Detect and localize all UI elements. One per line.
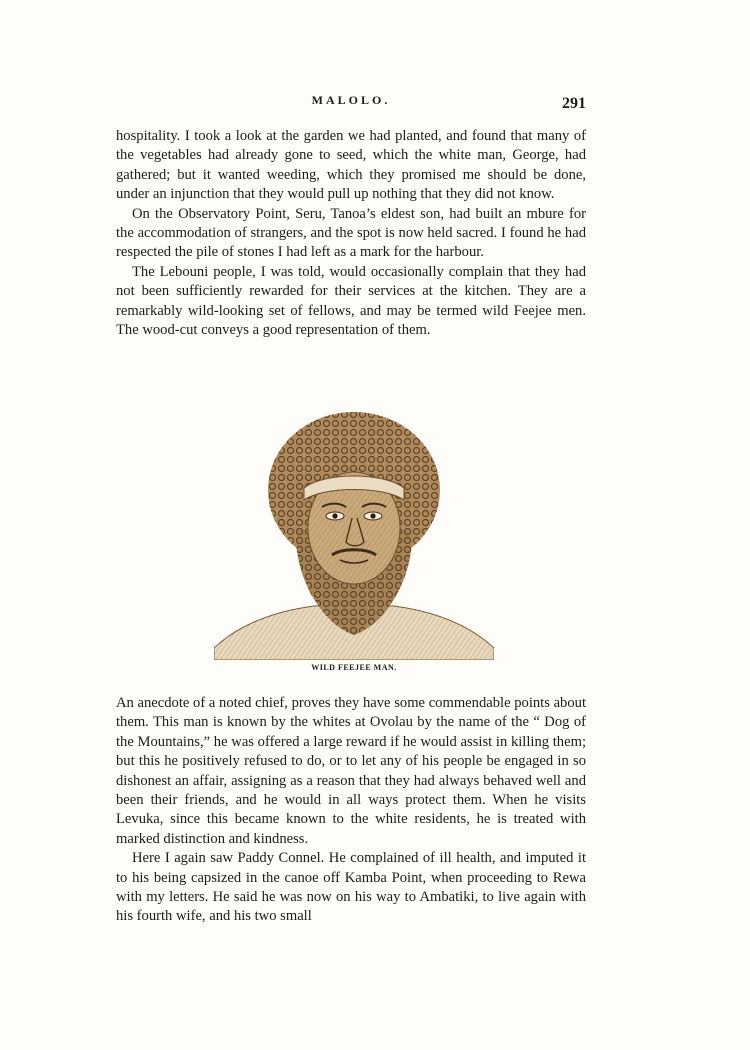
upper-text-block [116, 127, 586, 340]
paragraph: The Lebouni people, I was told, would occasionally complain that they had not been sufficiently rewarded for their services at the kitchen. They are a remarkably wild-looking set of fellows, and may be termed wild Feejee men. The wood-cut conveys a good representation of them. [116, 263, 586, 339]
running-title: MALOLO. [311, 93, 391, 107]
paragraph: An anecdote of a noted chief, proves they have some commendable points about them. This man is known by the whites at Ovolau by the name of the “ Dog of the Mountains,” he was offered a large reward if he would assist in killing them; but this he positively refused to do, or to let any of his people be engaged in so dishonest an affair, assigning as a reason that they had always behaved well and been their friends, and he would in all ways protect them. When he visits Levuka, since this became known to the white residents, he is treated with marked distinction and kindness. [116, 695, 586, 847]
paragraph: On the Observatory Point, Seru, Tanoa’s eldest son, had built an mbure for the accommodation of strangers, and the spot is now held sacred. I found he had respected the pile of stones I had left as a mark for the harbour. [116, 205, 586, 261]
page-number: 291 [562, 95, 586, 112]
paragraph: Here I again saw Paddy Connel. He complained of ill health, and imputed it to his being capsized in the canoe off Kamba Point, when proceeding to Rewa with my letters. He said he was now on his way to Ambatiki, to live again with his fourth wife, and his two small [116, 850, 586, 925]
lower-text-block [116, 694, 586, 927]
woodcut-figure [214, 410, 494, 680]
paragraph: hospitality. I took a look at the garden we had planted, and found that many of the vegetables had already gone to seed, which the white man, George, had gathered; but it wanted weeding, which they promised me should be done, under an injunction that they would pull up nothing that they did not know. [116, 128, 586, 203]
running-head [116, 93, 586, 115]
figure-caption: WILD FEEJEE MAN. [311, 663, 397, 672]
woodcut-portrait-illustration [214, 410, 494, 660]
